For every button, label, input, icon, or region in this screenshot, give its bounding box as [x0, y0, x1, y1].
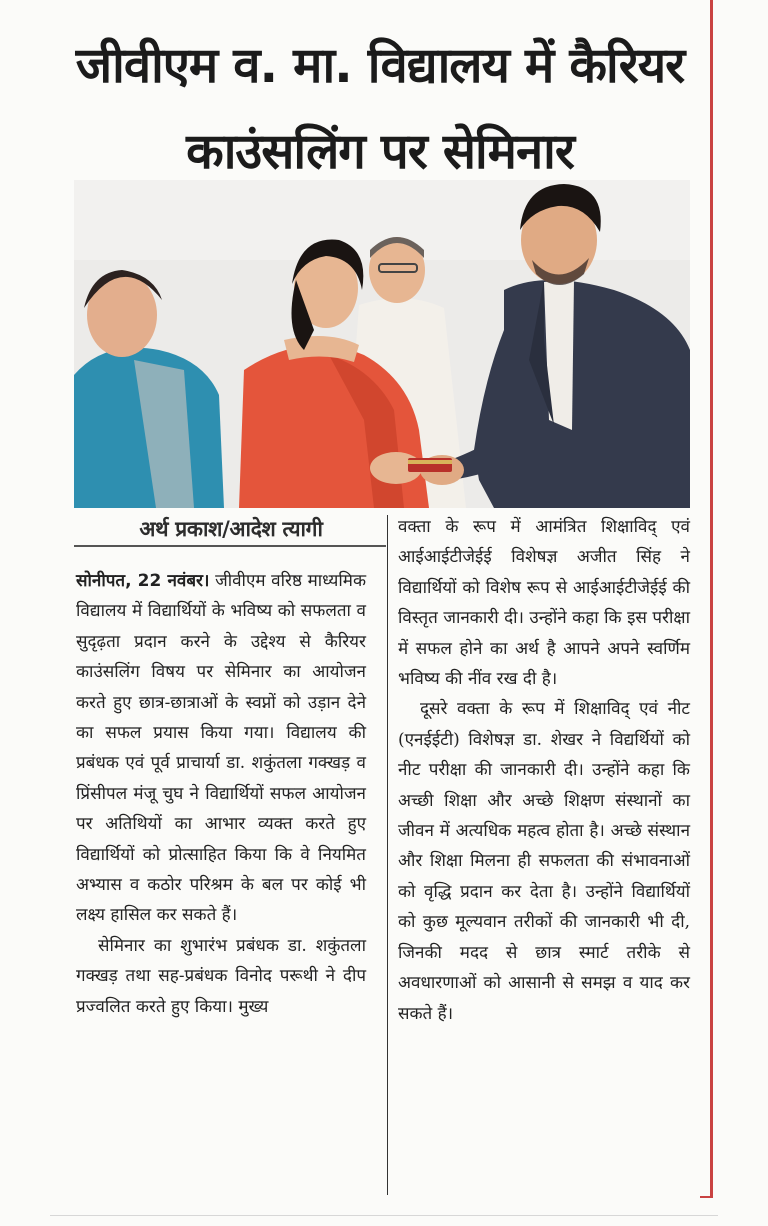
column-divider: [387, 515, 388, 1195]
bottom-divider: [50, 1215, 718, 1216]
article-paragraph: वक्ता के रूप में आमंत्रित शिक्षाविद् एवं आईआईटीजेईई विशेषज्ञ अजीत सिंह ने विद्यार्थियों को विशेष रूप से आईआईटीजेईई की विस्तृत जानकारी दी। उन्होंने कहा कि इस परीक्षा में सफल होने का अर्थ है आपने अपने स्वर्णिम भविष्य की नींव रख दी है।: [398, 517, 690, 690]
event-photo: [74, 180, 690, 508]
article-paragraph: [76, 566, 366, 931]
headline-line-1: जीवीएम व. मा. विद्यालय में कैरियर: [75, 37, 685, 94]
article-column-left: [76, 566, 366, 1022]
man-dark-suit-body: [474, 280, 690, 508]
margin-red-tick: [700, 1196, 713, 1198]
dateline: सोनीपत, 22 नवंबर।: [76, 571, 210, 591]
article-paragraph: सेमिनार का शुभारंभ प्रबंधक डा. शकुंतला गक्खड़ तथा सह-प्रबंधक विनोद परूथी ने दीप प्रज्वलित करते हुए किया। मुख्य: [76, 935, 366, 1017]
article-column-right: [398, 512, 690, 1029]
article-paragraph: दूसरे वक्ता के रूप में शिक्षाविद् एवं नीट (एनईईटी) विशेषज्ञ डा. शेखर ने विद्यर्थियों को नीट परीक्षा की जानकारी दी। उन्होंने कहा कि अच्छी शिक्षा और अच्छे शिक्षण संस्थानों का जीवन में अत्यधिक महत्व होता है। अच्छे संस्थान और शिक्षा मिलना ही सफलता की संभावनाओं को वृद्धि प्रदान कर देता है। उन्होंने विद्यार्थियों को कुछ मूल्यवान तरीकों की जानकारी भी दी, जिनकी मदद से छात्र स्मार्ट तरीके से अवधारणाओं को आसानी से समझ व याद कर सकते हैं।: [398, 699, 690, 1024]
byline-underline: [74, 545, 386, 547]
article-text: जीवीएम वरिष्ठ माध्यमिक विद्यालय में विद्यार्थियों के भविष्य को सफलता व सुदृढ़ता प्रदान करने के उद्देश्य से कैरियर काउंसलिंग विषय पर सेमिनार का आयोजन करते हुए छात्र-छात्राओं के स्वप्नों को उड़ान देने का सफल प्रयास किया गया। विद्यालय की प्रबंधक एवं पूर्व प्राचार्या डा. शकुंतला गक्खड़ व प्रिंसीपल मंजू चुघ ने विद्यार्थियों सफल आयोजन पर अतिथियों का आभार व्यक्त करते हुए विद्यार्थियों को प्रोत्साहित किया कि वे नियमित अभ्यास व कठोर परिश्रम के बल पर कोई भी लक्ष्य हासिल कर सकते हैं।: [76, 571, 367, 926]
headline-line-2: काउंसलिंग पर सेमिनार: [186, 123, 574, 180]
byline: अर्थ प्रकाश/आदेश त्यागी: [139, 517, 323, 541]
margin-red-rule: [710, 0, 713, 1198]
